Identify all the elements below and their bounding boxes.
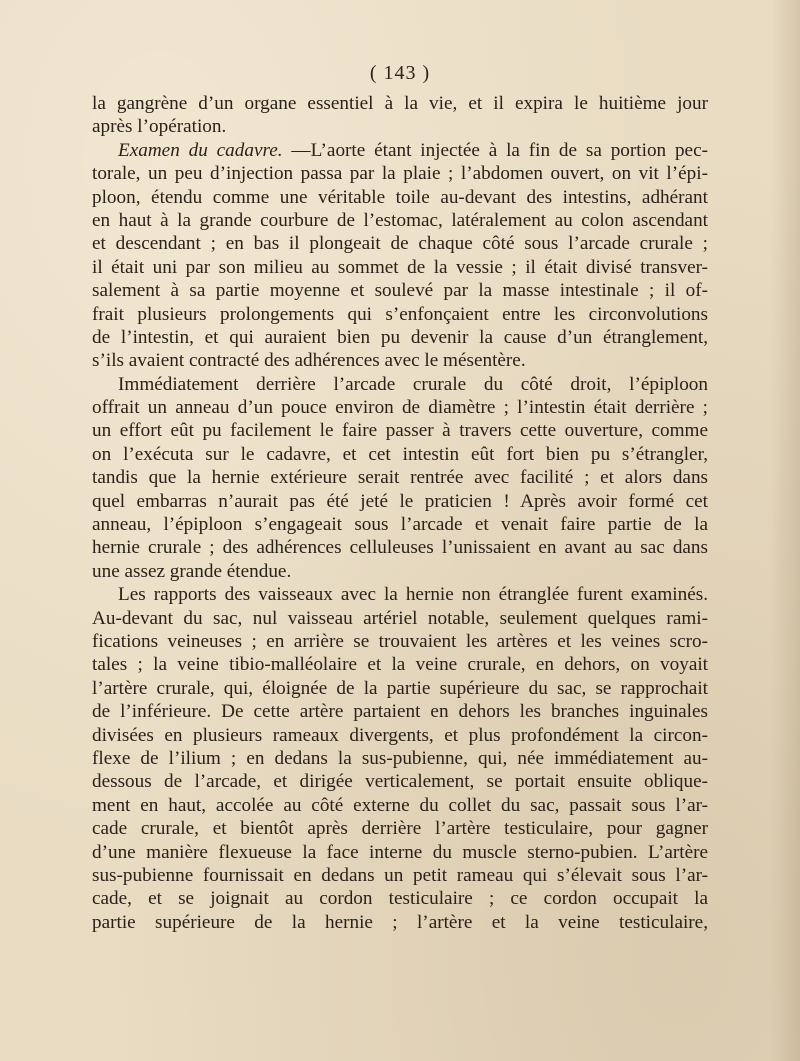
text-line: flexe de l’ilium ; en dedans la sus-pubienne, qui, née immédiatement au-	[92, 747, 708, 769]
text-line: hernie crurale ; des adhérences celluleuses l’unissaient en avant au sac dans	[92, 537, 708, 559]
paragraph-examen-cadavre	[92, 139, 708, 373]
text-line: s’ils avaient contracté des adhérences avec le mésentère.	[92, 350, 526, 372]
section-heading: Examen du cadavre.	[118, 139, 283, 161]
paragraph-vaisseaux	[92, 583, 708, 934]
text-line: après l’opération.	[92, 116, 227, 138]
text-line: un effort eût pu facilement le faire passer à travers cette ouverture, comme	[92, 420, 708, 442]
text-line: d’une manière flexueuse la face interne du muscle sterno-pubien. L’artère	[92, 841, 708, 863]
text-line: salement à sa partie moyenne et soulevé par la masse intestinale ; il of-	[92, 280, 708, 302]
page-number: ( 143 )	[369, 62, 431, 84]
text-line: la gangrène d’un organe essentiel à la vie, et il expira le huitième jour	[92, 93, 708, 114]
text-line: de l’inférieure. De cette artère partaient en dehors les branches inguinales	[92, 701, 708, 723]
text-line: sus-pubienne fournissait en dedans un petit rameau qui s’élevait sous l’ar-	[92, 864, 708, 886]
text-line: anneau, l’épiploon s’engageait sous l’arcade et venait faire partie de la	[92, 514, 708, 536]
text-line: il était uni par son milieu au sommet de la vessie ; il était divisé transver-	[92, 256, 708, 278]
text-line: et descendant ; en bas il plongeait de chaque côté sous l’arcade crurale ;	[92, 233, 708, 255]
page-edge-shadow	[770, 0, 800, 1061]
text-line: cade, et se joignait au cordon testiculaire ; ce cordon occupait la	[92, 888, 708, 910]
text-line: Les rapports des vaisseaux avec la hernie non étranglée furent examinés.	[118, 584, 708, 606]
text-line: cade crurale, et bientôt après derrière l’artère testiculaire, pour gagner	[92, 818, 708, 840]
text-line: Immédiatement derrière l’arcade crurale du côté droit, l’épiploon	[118, 373, 708, 395]
body-text	[92, 92, 708, 934]
text-line: l’artère crurale, qui, éloignée de la partie supérieure du sac, se rapprochait	[92, 677, 708, 699]
text-line: frait plusieurs prolongements qui s’enfonçaient entre les circonvolutions	[92, 303, 708, 325]
text-line: ploon, étendu comme une véritable toile au-devant des intestins, adhérant	[92, 186, 708, 208]
text-line: de l’intestin, et qui auraient bien pu devenir la cause d’un étranglement,	[92, 326, 708, 348]
text-line: offrait un anneau d’un pouce environ de diamètre ; l’intestin était derrière ;	[92, 397, 708, 419]
text-line: torale, un peu d’injection passa par la plaie ; l’abdomen ouvert, on vit l’épi-	[92, 163, 708, 185]
text-line: une assez grande étendue.	[92, 560, 292, 582]
text-line: quel embarras n’aurait pas été jeté le praticien ! Après avoir formé cet	[92, 490, 708, 512]
text-line: partie supérieure de la hernie ; l’artère et la veine testiculaire,	[92, 911, 708, 933]
text-line: tales ; la veine tibio-malléolaire et la veine crurale, en dehors, on voyait	[92, 654, 708, 676]
text-fragment: —L’aorte étant injectée à la fin de sa portion pec-	[282, 139, 708, 161]
text-line: en haut à la grande courbure de l’estomac, latéralement au colon ascendant	[92, 209, 708, 231]
text-line: ment en haut, accolée au côté externe du collet du sac, passait sous l’ar-	[92, 794, 708, 816]
text-line: divisées en plusieurs rameaux divergents, et plus profondément la circon-	[92, 724, 708, 746]
text-line	[92, 139, 708, 162]
text-line: on l’exécuta sur le cadavre, et cet intestin eût fort bien pu s’étrangler,	[92, 443, 708, 465]
paragraph-continuation	[92, 92, 708, 139]
paragraph-epiploon	[92, 373, 708, 584]
text-line: Au-devant du sac, nul vaisseau artériel notable, seulement quelques rami-	[92, 607, 708, 629]
text-line: tandis que la hernie extérieure serait rentrée avec facilité ; et alors dans	[92, 467, 708, 489]
text-line: fications veineuses ; en arrière se trouvaient les artères et les veines scro-	[92, 630, 708, 652]
text-line: dessous de l’arcade, et dirigée verticalement, se portait ensuite oblique-	[92, 771, 708, 793]
